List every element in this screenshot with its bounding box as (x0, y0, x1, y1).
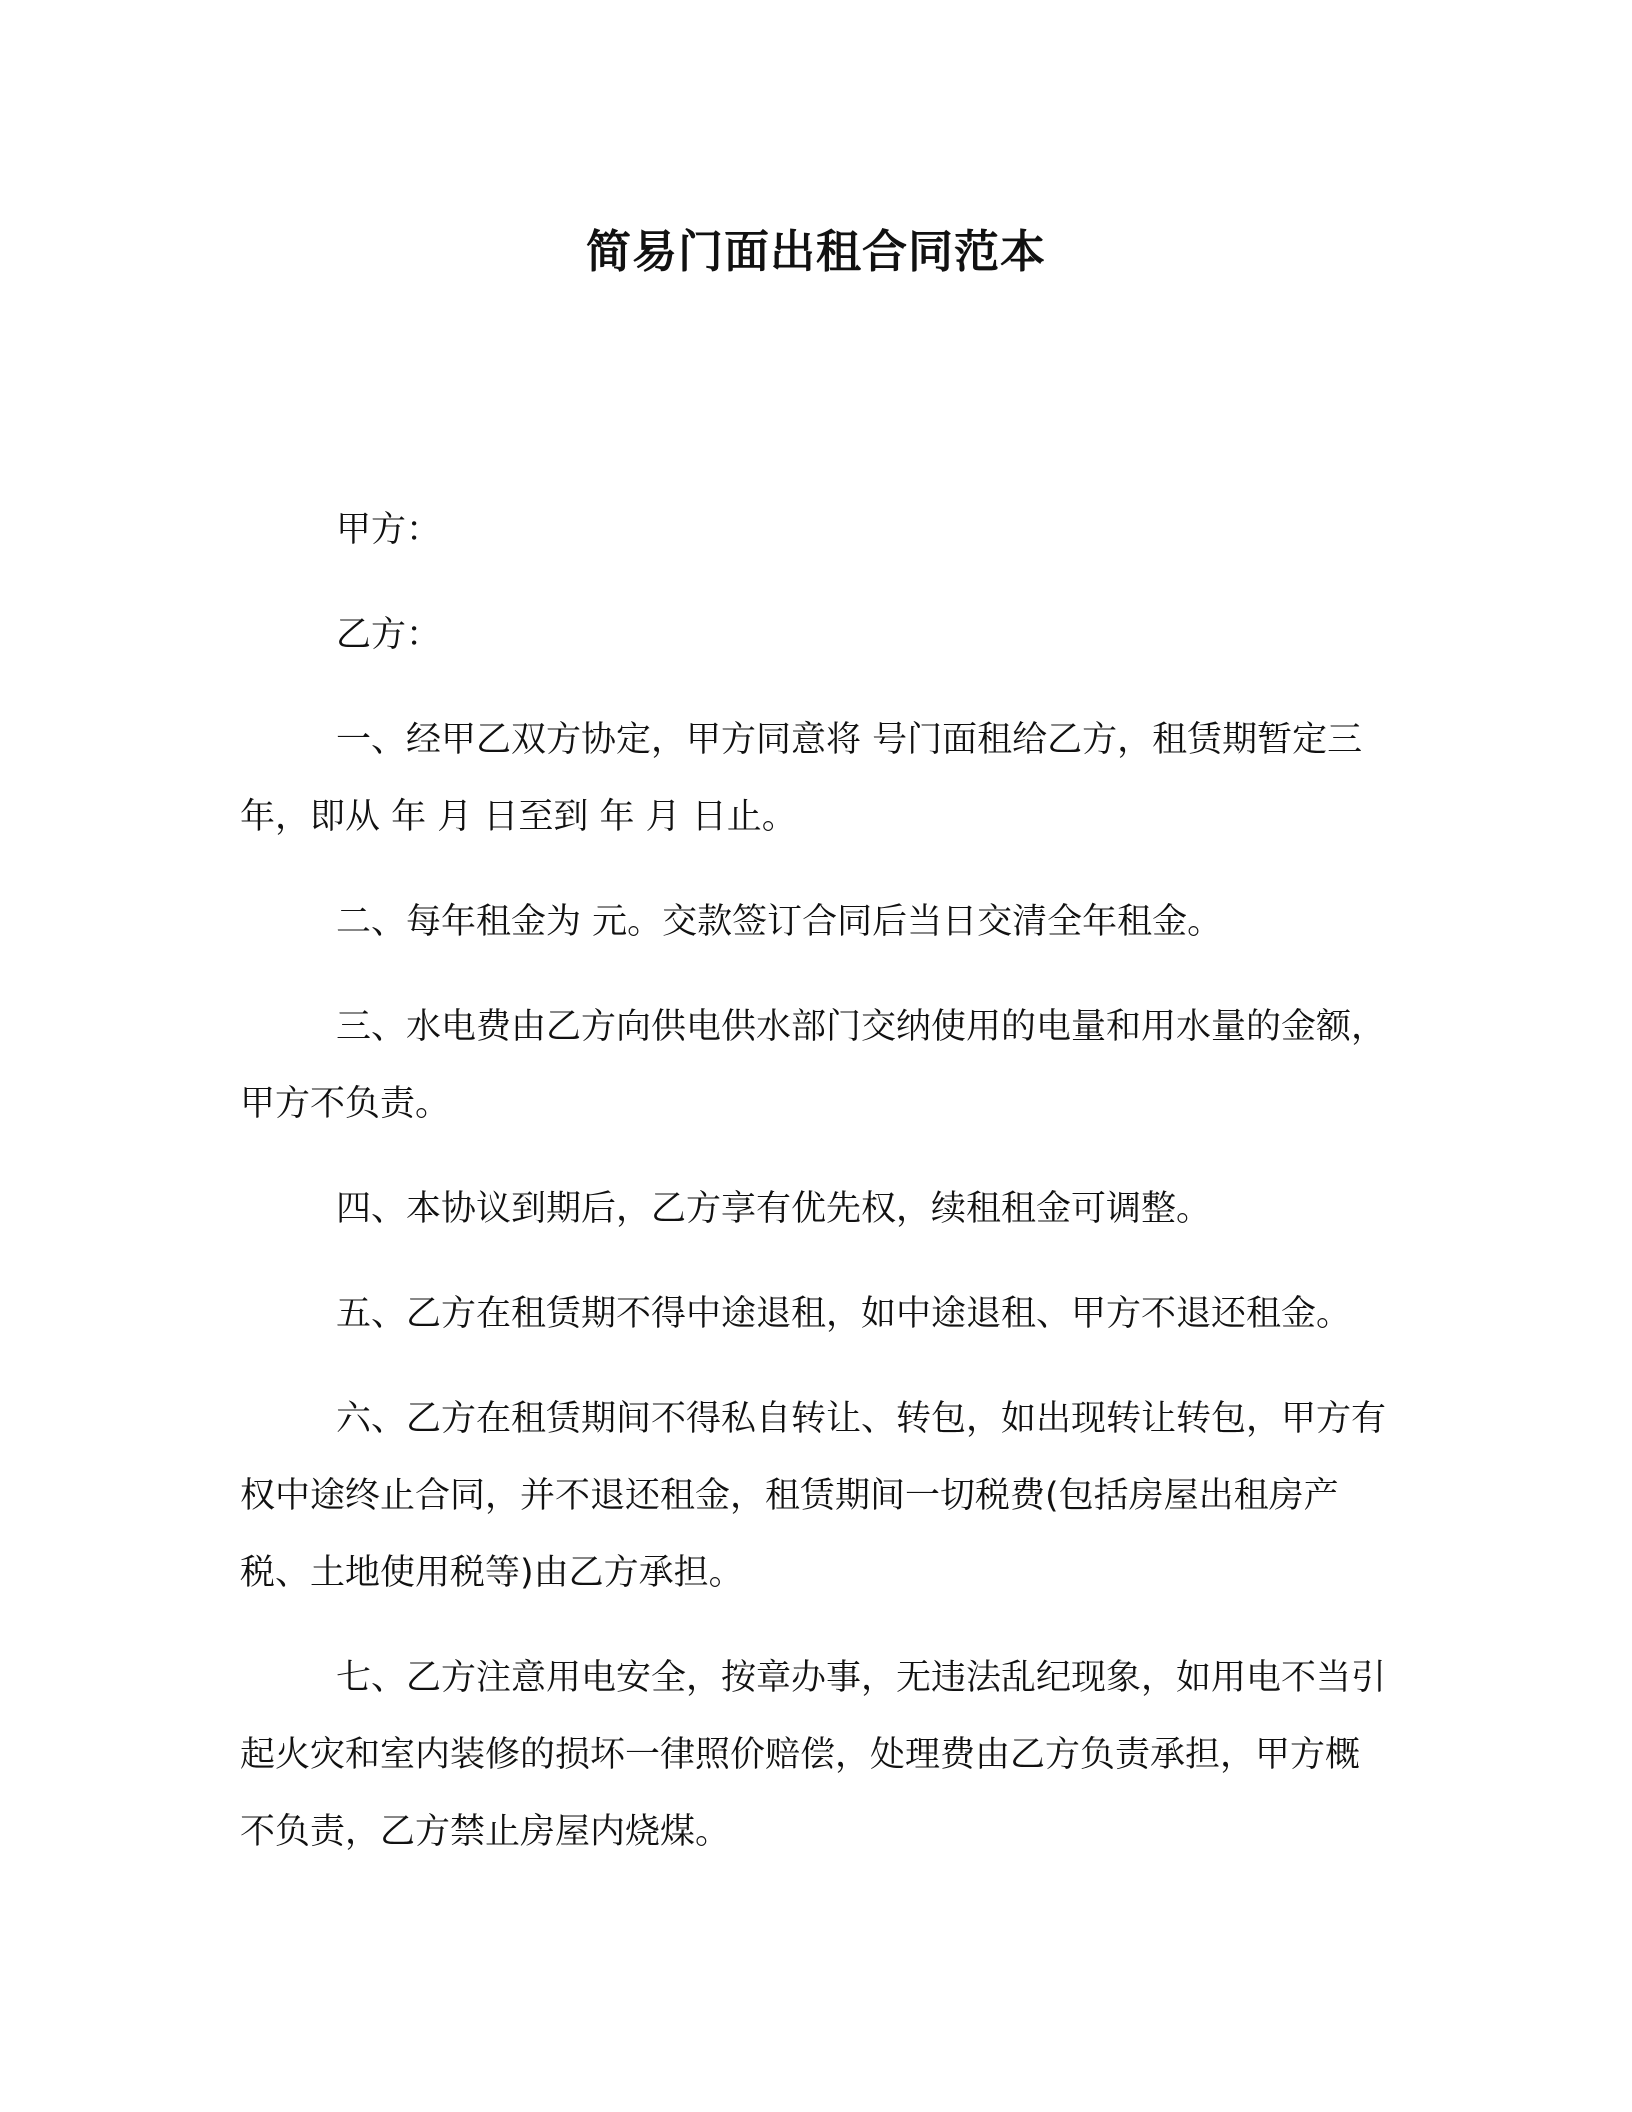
clause-7: 七、乙方注意用电安全，按章办事，无违法乱纪现象，如用电不当引起火灾和室内装修的损坏一律照价赔偿，处理费由乙方负责承担，甲方概不负责，乙方禁止房屋内烧煤。 (240, 1658, 1387, 1852)
party-a-line: 甲方： (336, 510, 442, 550)
party-b-line: 乙方： (336, 615, 442, 655)
contract-body (240, 492, 1392, 1899)
clause-3: 三、水电费由乙方向供电供水部门交纳使用的电量和用水量的金额，甲方不负责。 (240, 1007, 1387, 1124)
document-title: 简易门面出租合同范本 (585, 225, 1046, 278)
clause-6: 六、乙方在租赁期间不得私自转让、转包，如出现转让转包，甲方有权中途终止合同，并不退还租金，租赁期间一切税费(包括房屋出租房产税、土地使用税等)由乙方承担。 (240, 1399, 1387, 1593)
clause-4: 四、本协议到期后，乙方享有优先权，续租租金可调整。 (336, 1189, 1212, 1229)
clause-1: 一、经甲乙双方协定，甲方同意将 号门面租给乙方，租赁期暂定三年，即从 年 月 日至到 年 月 日止。 (240, 720, 1363, 837)
clause-5: 五、乙方在租赁期不得中途退租，如中途退租、甲方不退还租金。 (336, 1294, 1352, 1334)
clause-2: 二、每年租金为 元。交款签订合同后当日交清全年租金。 (336, 902, 1223, 942)
